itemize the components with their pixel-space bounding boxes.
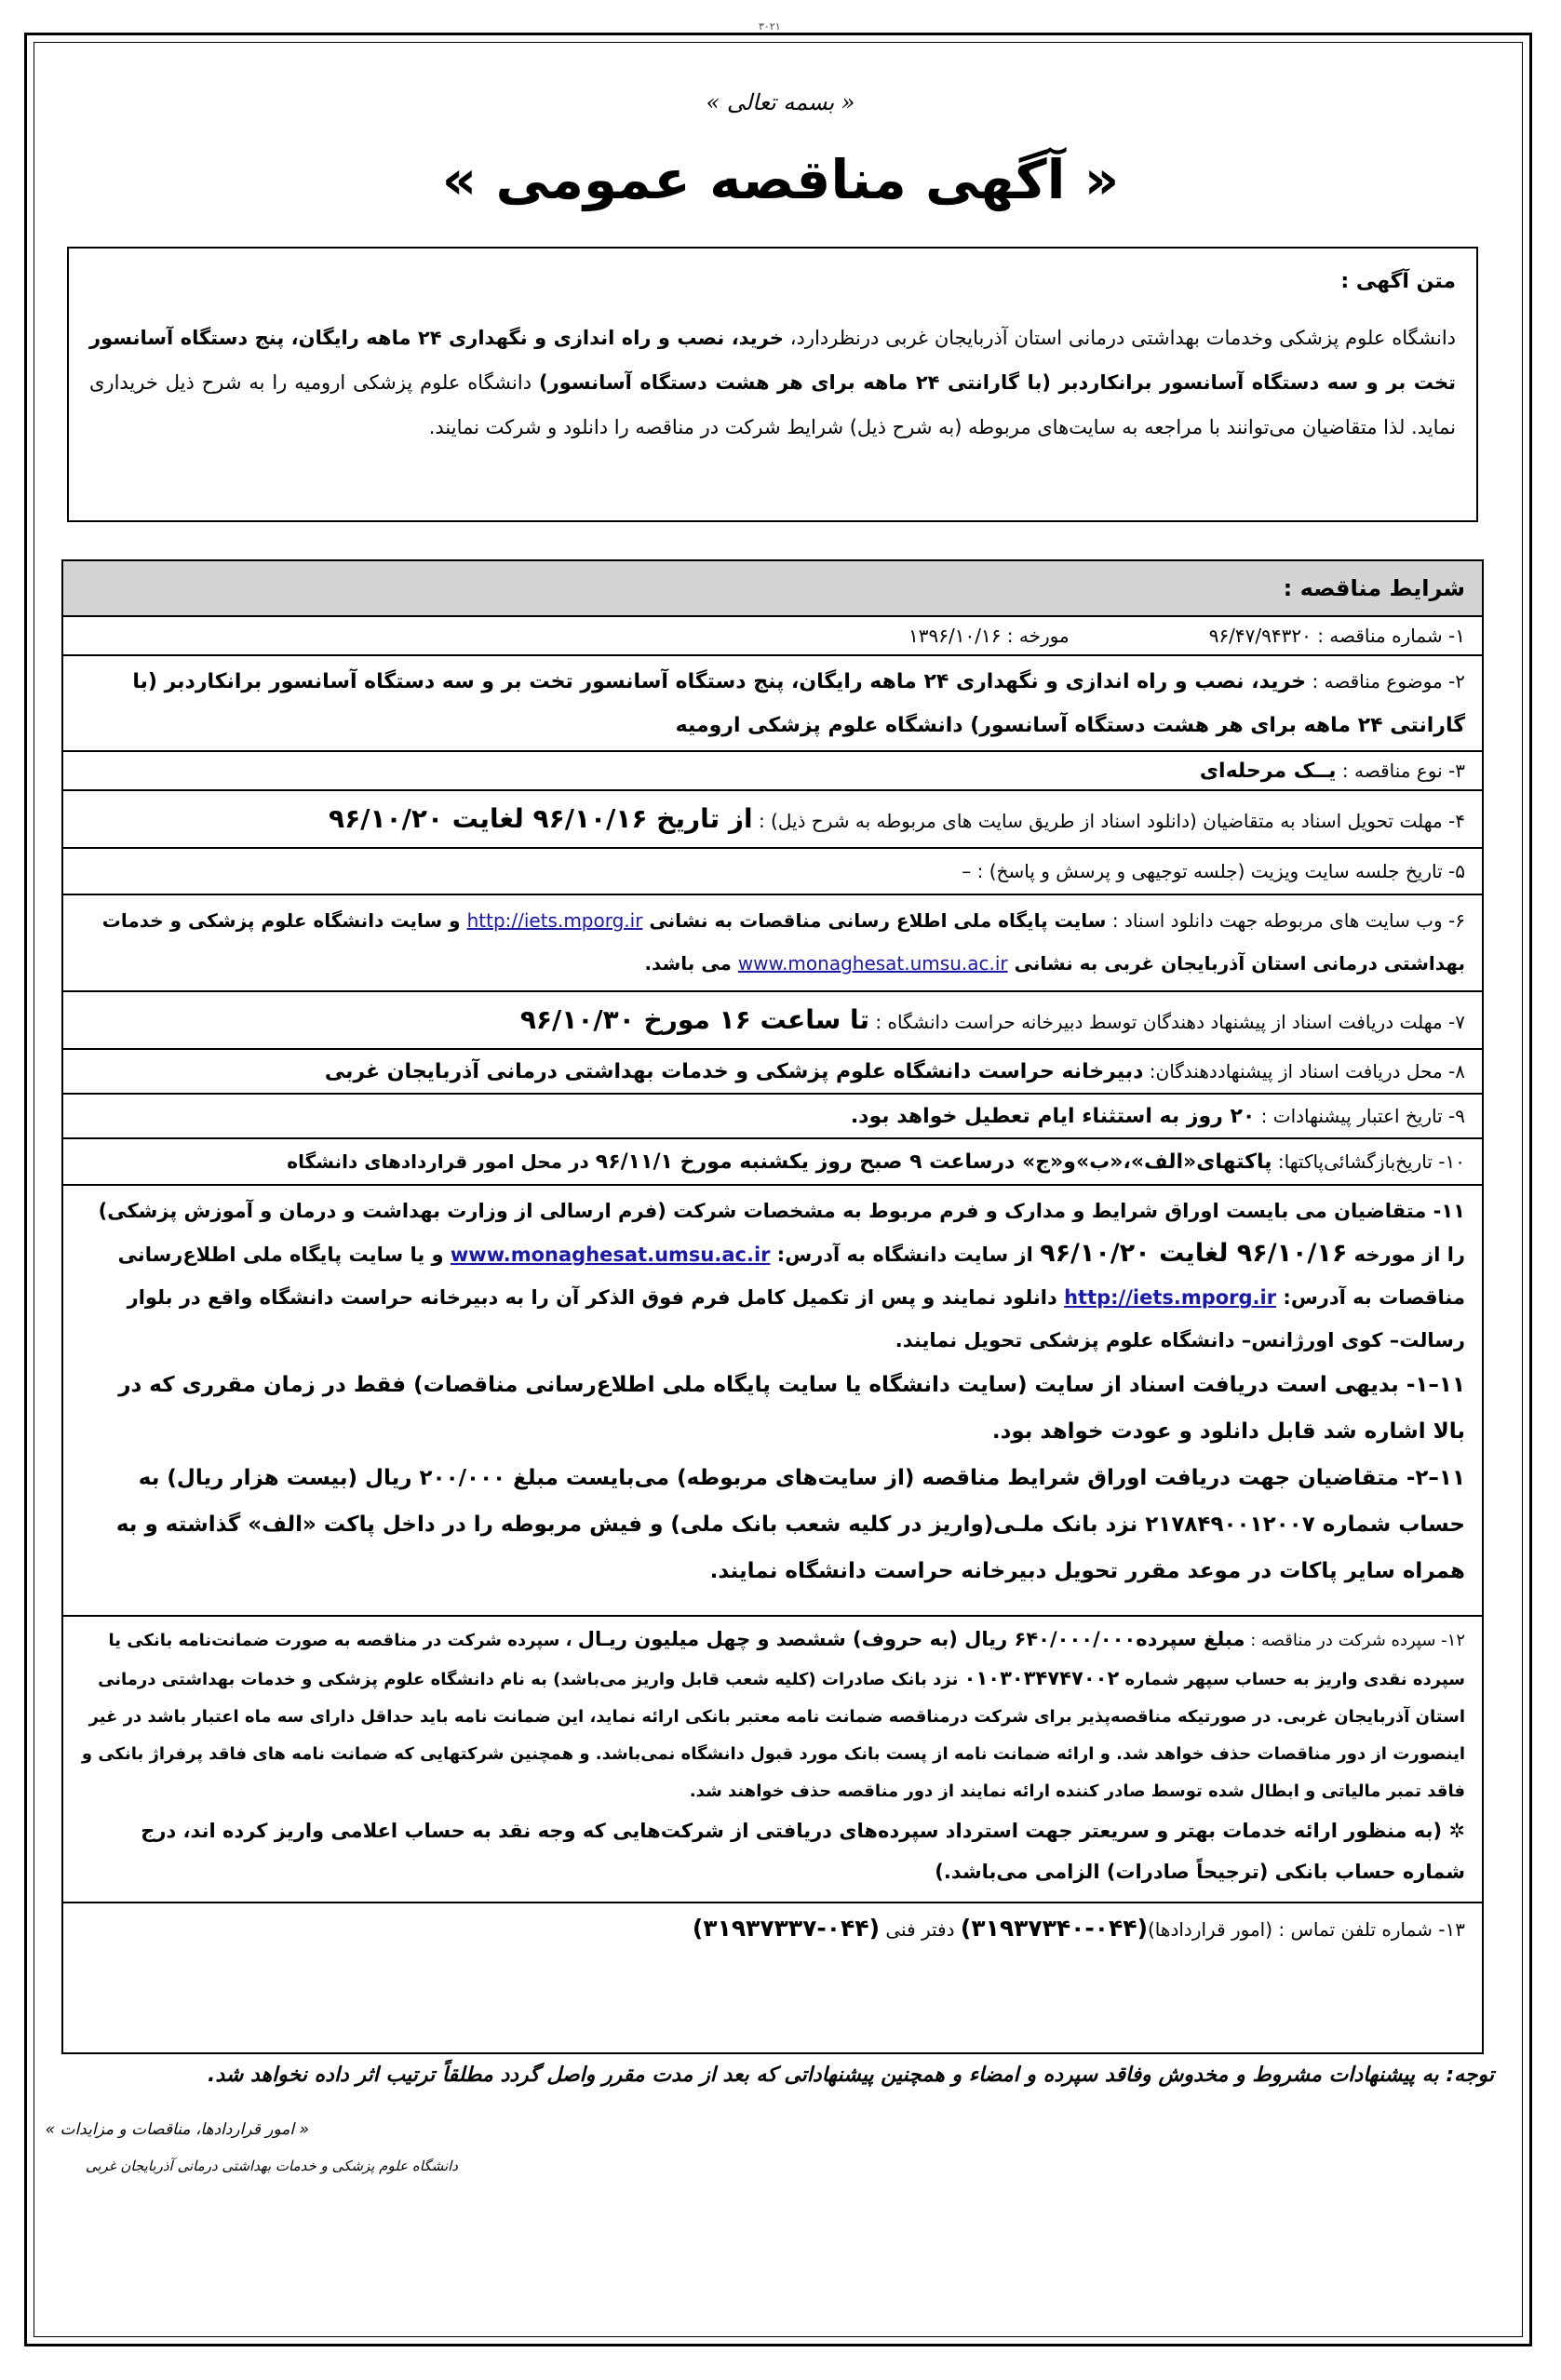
- deposit-label: ۱۲- سپرده شرکت در مناقصه :: [1245, 1631, 1465, 1650]
- websites-text-1: سایت پایگاه ملی اطلاع رسانی مناقصات به نشانی: [642, 909, 1107, 932]
- item-11-text-2: از سایت دانشگاه به آدرس:: [770, 1244, 1041, 1266]
- type-label: ۳- نوع مناقصه :: [1336, 760, 1465, 782]
- opening-text: پاکتهای«الف»،«ب»و«ج» درساعت ۹ صبح روز یکشنبه مورخ ۹۶/۱۱/۱: [595, 1150, 1272, 1174]
- item-11-2: ۱۱–۲- متقاضیان جهت دریافت اوراق شرایط مناقصه (از سایت‌های مربوطه) می‌بایست مبلغ ۲۰۰/۰۰۰ ریال (بیست هزار ریال) به حساب شماره ۲۱۷۸۴۹۰۰۱۲۰۰۷ نزد بانک ملـی(واریز در کلیه شعب بانک ملی) و فیش مربوطه را در داخل پاکت «الف» گذاشته و به همراه سایر پاکات در موعد مقرر تحویل دبیرخانه حراست دانشگاه نمایند.: [115, 1466, 1465, 1583]
- conditions-table: [61, 559, 1484, 2054]
- phone-label: ۱۳- شماره تلفن تماس : (امور قراردادها): [1148, 1918, 1465, 1941]
- note: توجه: به پیشنهادات مشروط و مخدوش وفاقد سپرده و امضاء و همچنین پیشنهاداتی که بعد از مدت مقرر واصل گردد مطلقاً ترتیب اثر داده نخواهد شد.: [208, 2064, 1494, 2087]
- receive-deadline-label: ۷- مهلت دریافت اسناد از پیشنهاد دهندگان توسط دبیرخانه حراست دانشگاه :: [869, 1011, 1465, 1033]
- item-11-text-1: ۱۱- متقاضیان می بایست اوراق شرایط و مدارک و فرم مربوط به مشخصات شرکت (فرم ارسالی از وزارت بهداشت و درمان و آموزش پزشکی) را از مورخه: [98, 1200, 1465, 1266]
- row-8: [63, 1050, 1482, 1095]
- intro-text: [89, 316, 1456, 450]
- site-visit-label: ۵- تاریخ جلسه سایت ویزیت (جلسه توجیهی و پرسش و پاسخ) : –: [962, 860, 1465, 882]
- item-11: [80, 1190, 1465, 1362]
- deposit-text-2: ، سپرده شرکت در مناقصه به صورت ضمانت‌نامه بانکی یا سپرده نقدی واریز به حساب سپهر شماره: [108, 1631, 1465, 1689]
- iets-link[interactable]: http://iets.mporg.ir: [466, 909, 643, 932]
- row-7: [63, 992, 1482, 1050]
- intro-box: [67, 247, 1478, 522]
- validity-text: ۲۰ روز به استثناء ایام تعطیل خواهد بود.: [850, 1105, 1256, 1128]
- phone-contracts: (۰۴۴-۳۱۹۳۷۳۴۰): [960, 1915, 1148, 1942]
- signature-line-1: « امور قراردادها، مناقصات و مزایدات »: [45, 2120, 309, 2139]
- intro-heading: متن آگهی :: [1340, 270, 1456, 293]
- item-12: [80, 1620, 1465, 1810]
- item-11-iets-link[interactable]: http://iets.mporg.ir: [1064, 1286, 1277, 1309]
- receive-place: دبیرخانه حراست دانشگاه علوم پزشکی و خدمات بهداشتی درمانی آذربایجان غربی: [324, 1060, 1144, 1083]
- delivery-dates: از تاریخ ۹۶/۱۰/۱۶ لغایت ۹۶/۱۰/۲۰: [329, 803, 753, 834]
- websites-text-2: و سایت دانشگاه علوم پزشکی و خدمات بهداشتی درمانی استان آذربایجان غربی به نشانی: [101, 909, 1465, 975]
- row-4: [63, 791, 1482, 849]
- item-11-text-3: و یا سایت پایگاه ملی اطلاع‌رسانی مناقصات به آدرس:: [117, 1244, 1465, 1309]
- bismillah: « بسمه تعالی »: [706, 89, 855, 115]
- row-9: [63, 1095, 1482, 1139]
- conditions-heading: شرایط مناقصه :: [63, 561, 1482, 617]
- intro-text-1: دانشگاه علوم پزشکی وخدمات بهداشتی درمانی استان آذربایجان غربی درنظردارد،: [783, 327, 1457, 349]
- opening-label: ۱۰- تاریخ‌بازگشائی‌پاکتها:: [1272, 1150, 1465, 1173]
- websites-text-3: می باشد.: [644, 952, 738, 975]
- item-11-umsu-link[interactable]: www.monaghesat.umsu.ac.ir: [450, 1244, 771, 1266]
- opening-place: در محل امور قراردادهای دانشگاه: [287, 1150, 596, 1173]
- validity-label: ۹- تاریخ اعتبار پیشنهادات :: [1255, 1105, 1465, 1127]
- row-2: [63, 656, 1482, 752]
- receive-place-label: ۸- محل دریافت اسناد از پیشنهاددهندگان:: [1143, 1060, 1465, 1082]
- item-11-1: ۱۱–۱- بدیهی است دریافت اسناد از سایت (سایت دانشگاه یا سایت پایگاه ملی اطلاع‌رسانی مناقصات) فقط در زمان مقرری که در بالا اشاره شد قابل دانلود و عودت خواهد بود.: [118, 1373, 1465, 1444]
- refund-note: ✲ (به منظور ارائه خدمات بهتر و سریعتر جهت استرداد سپرده‌های دریافتی از شرکت‌هایی که وجه نقد به حساب اعلامی واریز کرده اند، درج شماره حساب بانکی (ترجیحاً صادرات) الزامی می‌باشد.): [141, 1820, 1465, 1883]
- row-10: [63, 1139, 1482, 1186]
- receive-deadline: تا ساعت ۱۶ مورخ ۹۶/۱۰/۳۰: [519, 1004, 870, 1035]
- tender-number: ۱- شماره مناقصه : ۹۶/۴۷/۹۴۳۲۰: [1208, 625, 1465, 647]
- row-5: [63, 849, 1482, 895]
- row-1: [63, 617, 1482, 656]
- umsu-link[interactable]: www.monaghesat.umsu.ac.ir: [737, 952, 1008, 975]
- row-3: [63, 752, 1482, 791]
- phone-technical: (۰۴۴-۳۱۹۳۷۳۳۷): [692, 1915, 880, 1942]
- websites-label: ۶- وب سایت های مربوطه جهت دانلود اسناد :: [1106, 909, 1465, 932]
- page-title: « آگهی مناقصه عمومی »: [441, 148, 1120, 211]
- intro-text-2: دانشگاه علوم پزشکی ارومیه را به شرح ذیل خریداری نماید. لذا متقاضیان می‌توانند با مراجعه به سایت‌های مربوطه (به شرح ذیل) شرایط شرکت در مناقصه را دانلود و شرکت نمایند.: [89, 371, 1456, 438]
- intro-text-bold: خرید، نصب و راه اندازی و نگهداری ۲۴ ماهه رایگان، پنج دستگاه آسانسور تخت بر و سه دستگاه آسانسور برانکاردبر (با گارانتی ۲۴ ماهه برای هر هشت دستگاه آسانسور): [89, 327, 1456, 394]
- item-11-text-4: دانلود نمایند و پس از تکمیل کامل فرم فوق الذکر آن را به دبیرخانه حراست دانشگاه واقع در بلوار رسالت– کوی اورژانس– دانشگاه علوم پزشکی تحویل نمایند.: [127, 1286, 1465, 1351]
- row-13: [63, 1903, 1482, 1955]
- row-12: [63, 1617, 1482, 1903]
- row-11: [63, 1186, 1482, 1617]
- subject-text: خرید، نصب و راه اندازی و نگهداری ۲۴ ماهه رایگان، پنج دستگاه آسانسور تخت بر و سه دستگاه آسانسور برانکاردبر (با گارانتی ۲۴ ماهه برای هر هشت دستگاه آسانسور) دانشگاه علوم پزشکی ارومیه: [132, 670, 1465, 737]
- deposit-account: ۰۱۰۳۰۳۴۷۴۷۰۰۲: [963, 1667, 1120, 1689]
- delivery-label: ۴- مهلت تحویل اسناد به متقاضیان (دانلود اسناد از طریق سایت های مربوطه به شرح ذیل) :: [752, 810, 1465, 832]
- row-6: [63, 895, 1482, 992]
- type-text: یــک مرحله‌ای: [1199, 760, 1337, 783]
- phone-text: دفتر فنی: [880, 1918, 961, 1941]
- subject-label: ۲- موضوع مناقصه :: [1306, 670, 1465, 692]
- signature-line-2: دانشگاه علوم پزشکی و خدمات بهداشتی درمانی آذربایجان غربی: [85, 2158, 458, 2174]
- deposit-amount: مبلغ سپرده۶۴۰/۰۰۰/۰۰۰ ریال (به حروف) ششصد و چهل میلیون ریـال: [577, 1628, 1245, 1650]
- item-11-dates: ۹۶/۱۰/۱۶ لغایت ۹۶/۱۰/۲۰: [1040, 1239, 1348, 1268]
- top-mark: ۳۰۲۱: [759, 20, 781, 33]
- deposit-text-3: نزد بانک صادرات (کلیه شعب قابل واریز می‌باشد) به نام دانشگاه علوم پزشکی و خدمات بهداشتی درمانی استان آذربایجان غربی. در صورتیکه مناقصه‌پذیر برای شرکت درمناقصه ضمانت نامه معتبر بانکی ارائه نماید، این ضمانت نامه باید حداقل دارای سه ماه اعتبار باشد در غیر اینصورت از دور مناقصات حذف خواهد شد. و ارائه ضمانت نامه از پست بانک مورد قبول دانشگاه نمی‌باشد. و همچنین شرکتهایی که ضمانت نامه های فاقد پرفراژ بانکی و فاقد تمبر مالیاتی و ابطال شده توسط صادر کننده ارائه نمایند از دور مناقصه حذف خواهند شد.: [81, 1670, 1465, 1801]
- tender-date: مورخه : ۱۳۹۶/۱۰/۱۶: [908, 625, 1070, 647]
